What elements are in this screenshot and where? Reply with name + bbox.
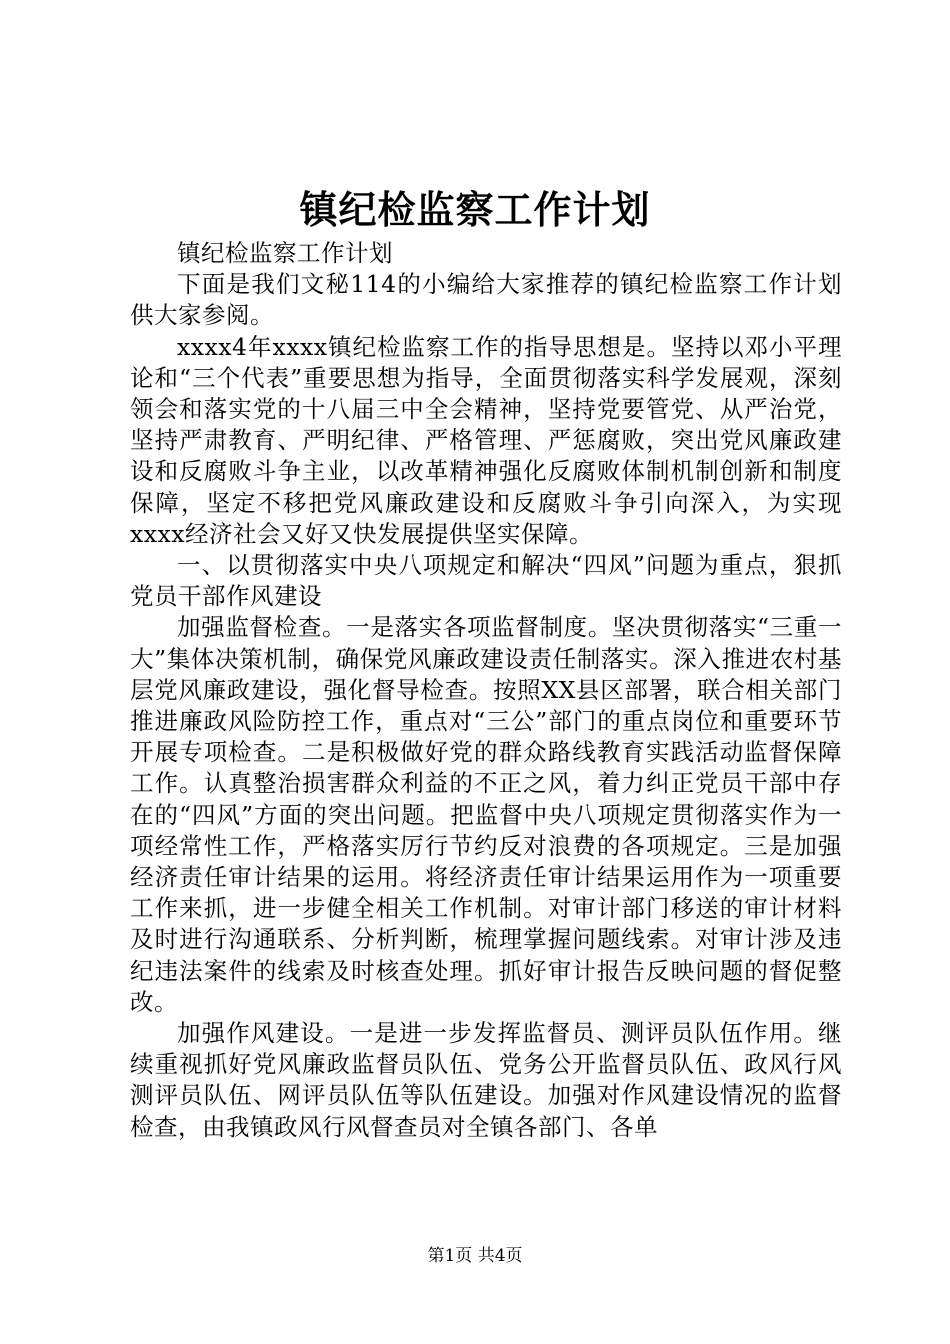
section-heading: 一、以贯彻落实中央八项规定和解决“四风”问题为重点，狠抓党员干部作风建设	[130, 551, 842, 611]
paragraph: 下面是我们文秘114的小编给大家推荐的镇纪检监察工作计划供大家参阅。	[130, 270, 842, 330]
paragraph: 加强监督检查。一是落实各项监督制度。坚决贯彻落实“三重一大”集体决策机制，确保党风廉政建设责任制落实。深入推进农村基层党风廉政建设，强化督导检查。按照XX县区部署，联合相关部门推进廉政风险防控工作，重点对“三公”部门的重点岗位和重要环节开展专项检查。二是积极做好党的群众路线教育实践活动监督保障工作。认真整治损害群众利益的不正之风，着力纠正党员干部中存在的“四风”方面的突出问题。把监督中央八项规定贯彻落实作为一项经常性工作，严格落实厉行节约反对浪费的各项规定。三是加强经济责任审计结果的运用。将经济责任审计结果运用作为一项重要工作来抓，进一步健全相关工作机制。对审计部门移送的审计材料及时进行沟通联系、分析判断，梳理掌握问题线索。对审计涉及违纪违法案件的线索及时核查处理。抓好审计报告反映问题的督促整改。	[130, 613, 842, 1016]
paragraph: 镇纪检监察工作计划	[177, 239, 393, 267]
document-title: 镇纪检监察工作计划	[299, 187, 651, 232]
document-body	[130, 238, 842, 1143]
paragraph: 加强作风建设。一是进一步发挥监督员、测评员队伍作用。继续重视抓好党风廉政监督员队伍、党务公开监督员队伍、政风行风测评员队伍、网评员队伍等队伍建设。加强对作风建设情况的监督检查，由我镇政风行风督查员对全镇各部门、各单	[130, 1019, 842, 1141]
paragraph: xxxx4年xxxx镇纪检监察工作的指导思想是。坚持以邓小平理论和“三个代表”重要思想为指导，全面贯彻落实科学发展观，深刻领会和落实党的十八届三中全会精神，坚持党要管党、从严治党，坚持严肃教育、严明纪律、严格管理、严惩腐败，突出党风廉政建设和反腐败斗争主业，以改革精神强化反腐败体制机制创新和制度保障，坚定不移把党风廉政建设和反腐败斗争引向深入，为实现xxxx经济社会又好又快发展提供坚实保障。	[130, 332, 842, 548]
page-footer: 第1页 共4页	[427, 1246, 523, 1266]
